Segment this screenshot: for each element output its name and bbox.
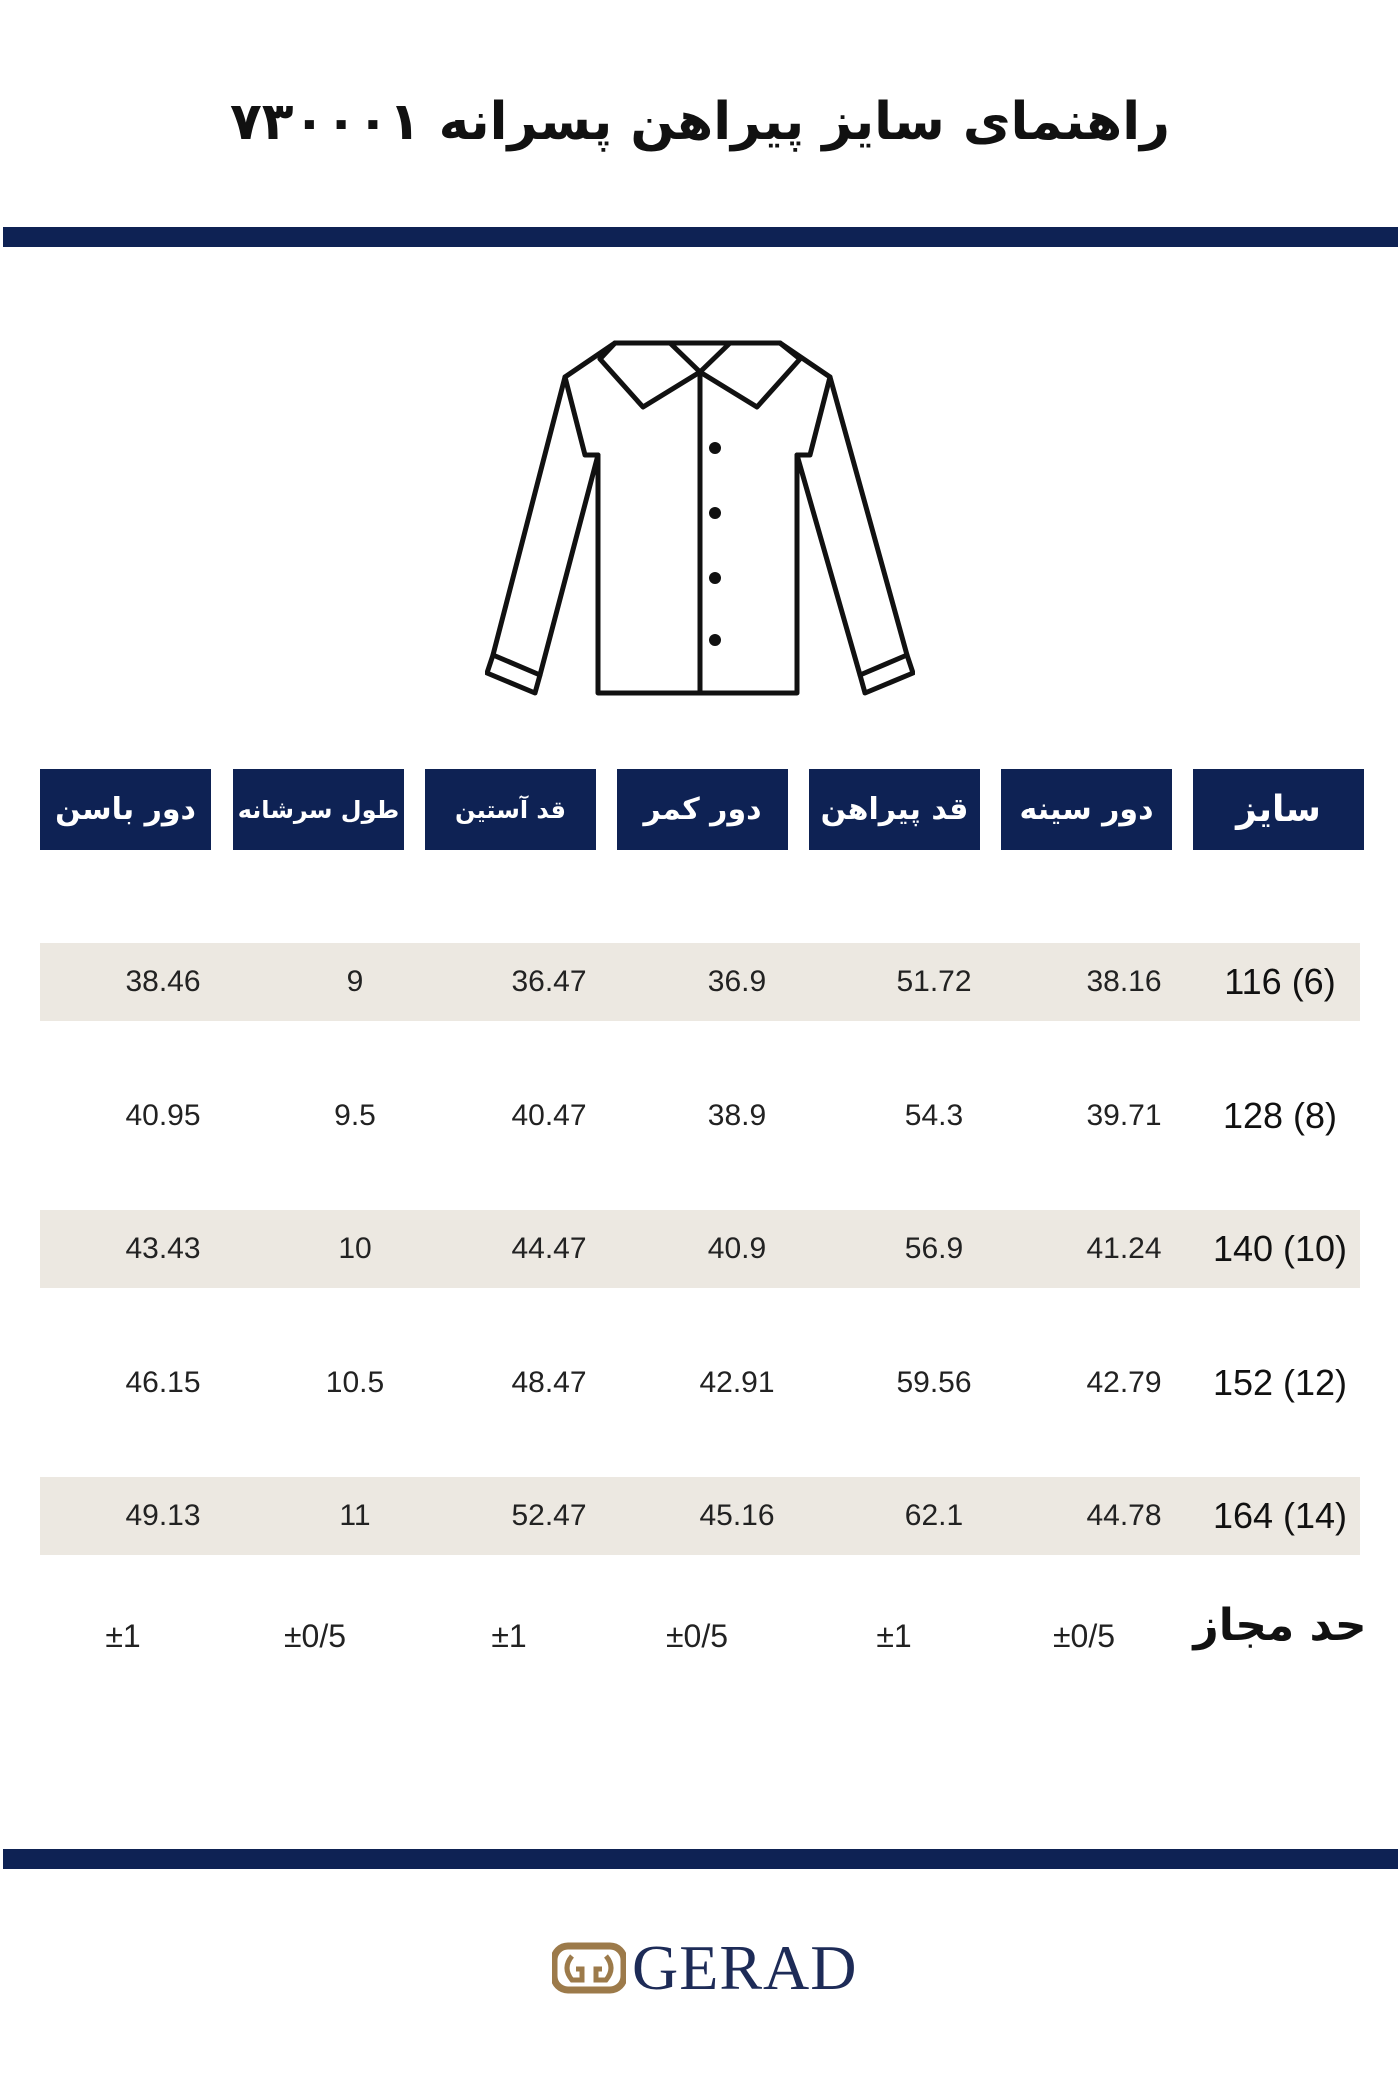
table-row [40,943,1360,1021]
cell-shoulder: 11 [339,1499,371,1532]
gerad-monogram-icon [552,1942,626,1994]
cell-size: 128 (8) [1222,1095,1338,1136]
header-shoulder: طول سرشانه [233,769,404,850]
header-hip: دور باسن [40,769,211,850]
table-row [40,1077,1360,1155]
header-size: سایز [1193,769,1364,850]
cell-waist: 45.16 [699,1499,775,1532]
cell-chest: 39.71 [1086,1099,1162,1132]
cell-shoulder: 10 [338,1232,372,1265]
cell-sleeve: 48.47 [511,1366,587,1399]
table-row [40,1344,1360,1422]
tolerance-length: ±1 [876,1618,912,1654]
cell-hip: 49.13 [125,1499,201,1532]
cell-sleeve: 52.47 [511,1499,587,1532]
brand-logo [552,1932,858,2003]
cell-hip: 46.15 [125,1366,201,1399]
cell-waist: 38.9 [707,1099,767,1132]
table-row [40,1477,1360,1555]
shirt-outline-icon [485,335,915,700]
cell-shoulder: 9 [346,965,364,998]
cell-length: 59.56 [896,1366,972,1399]
cell-size: 140 (10) [1212,1228,1348,1269]
top-divider-bar [3,227,1398,247]
cell-size: 152 (12) [1212,1362,1348,1403]
cell-hip: 38.46 [125,965,201,998]
cell-sleeve: 44.47 [511,1232,587,1265]
cell-length: 56.9 [904,1232,964,1265]
cell-hip: 40.95 [125,1099,201,1132]
cell-length: 51.72 [896,965,972,998]
cell-size: 164 (14) [1212,1495,1348,1536]
cell-chest: 42.79 [1086,1366,1162,1399]
tolerance-label: حد مجاز [1193,1600,1367,1651]
cell-hip: 43.43 [125,1232,201,1265]
header-chest: دور سینه [1001,769,1172,850]
tolerance-waist: ±0/5 [665,1618,729,1654]
cell-sleeve: 40.47 [511,1099,587,1132]
cell-shoulder: 10.5 [325,1366,385,1399]
cell-waist: 36.9 [707,965,767,998]
cell-length: 62.1 [904,1499,964,1532]
tolerance-shoulder: ±0/5 [283,1618,347,1654]
cell-waist: 40.9 [707,1232,767,1265]
header-sleeve: قد آستین [425,769,596,850]
header-length: قد پیراهن [809,769,980,850]
cell-shoulder: 9.5 [334,1099,376,1132]
tolerance-sleeve: ±1 [491,1618,527,1654]
cell-length: 54.3 [904,1099,964,1132]
bottom-divider-bar [3,1849,1398,1869]
cell-chest: 44.78 [1086,1499,1162,1532]
tolerance-hip: ±1 [105,1618,141,1654]
cell-size: 116 (6) [1224,961,1336,1002]
brand-name: GERAD [632,1932,858,2003]
cell-waist: 42.91 [699,1366,775,1399]
table-row [40,1210,1360,1288]
cell-sleeve: 36.47 [511,965,587,998]
cell-chest: 38.16 [1086,965,1162,998]
page-title: راهنمای سایز پیراهن پسرانه ۷۳۰۰۰۱ [230,92,1170,152]
tolerance-chest: ±0/5 [1052,1618,1116,1654]
cell-chest: 41.24 [1086,1232,1162,1265]
header-waist: دور کمر [617,769,788,850]
